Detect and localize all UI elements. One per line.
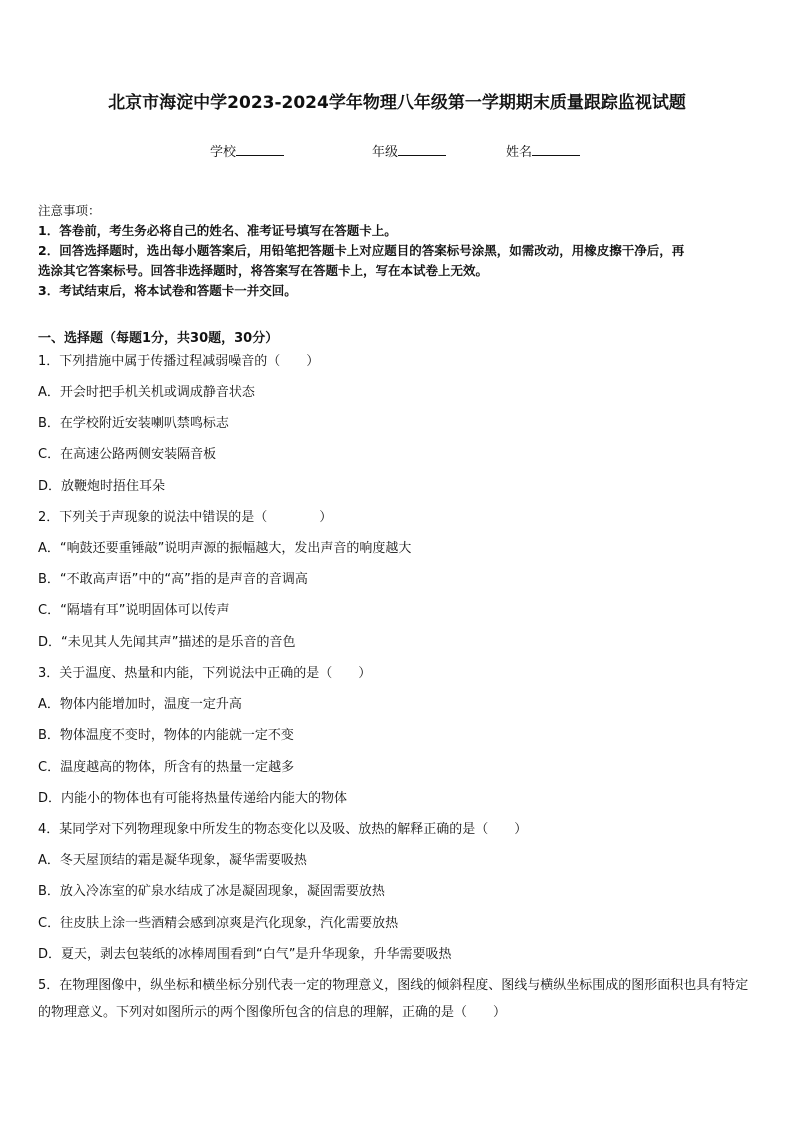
option-b[interactable]: B．放入冷冻室的矿泉水结成了冰是凝固现象，凝固需要放热 bbox=[38, 884, 385, 899]
grade-field[interactable] bbox=[372, 141, 446, 160]
school-field[interactable] bbox=[210, 141, 284, 160]
notes-block bbox=[38, 201, 758, 301]
question-stem: 5．在物理图像中，纵坐标和横坐标分别代表一定的物理意义，图线的倾斜程度、图线与横纵坐标围成的图形面积也具有特定的物理意义。下列对如图所示的两个图像所包含的信息的理解，正确的是（ ） bbox=[38, 978, 749, 1020]
option-c[interactable]: C．“隔墙有耳”说明固体可以传声 bbox=[38, 603, 230, 618]
option-d[interactable]: D．“未见其人先闻其声”描述的是乐音的音色 bbox=[38, 635, 296, 650]
note-item: 选涂其它答案标号。回答非选择题时，将答案写在答题卡上，写在本试卷上无效。 bbox=[38, 263, 489, 278]
option-a[interactable]: A．物体内能增加时，温度一定升高 bbox=[38, 697, 242, 712]
exam-title: 北京市海淀中学2023-2024学年物理八年级第一学期期末质量跟踪监视试题 bbox=[108, 93, 686, 113]
option-a[interactable]: A．“响鼓还要重锤敲”说明声源的振幅越大，发出声音的响度越大 bbox=[38, 541, 412, 556]
note-item: 3．考试结束后，将本试卷和答题卡一并交回。 bbox=[38, 283, 297, 298]
notes-heading: 注意事项： bbox=[38, 203, 101, 218]
question-stem: 1．下列措施中属于传播过程减弱噪音的（ ） bbox=[38, 354, 320, 369]
option-b[interactable]: B．物体温度不变时，物体的内能就一定不变 bbox=[38, 728, 294, 743]
grade-blank[interactable] bbox=[398, 141, 446, 156]
option-d[interactable]: D．夏天，剥去包装纸的冰棒周围看到“白气”是升华现象，升华需要吸热 bbox=[38, 947, 452, 962]
note-item: 1．答卷前，考生务必将自己的姓名、准考证号填写在答题卡上。 bbox=[38, 223, 397, 238]
option-b[interactable]: B．“不敢高声语”中的“高”指的是声音的音调高 bbox=[38, 572, 308, 587]
section-heading: 一、选择题（每题1分，共30题，30分） bbox=[38, 331, 279, 346]
option-d[interactable]: D．内能小的物体也有可能将热量传递给内能大的物体 bbox=[38, 791, 348, 806]
question-stem: 3．关于温度、热量和内能，下列说法中正确的是（ ） bbox=[38, 666, 372, 681]
note-item: 2．回答选择题时，选出每小题答案后，用铅笔把答题卡上对应题目的答案标号涂黑，如需改动，用橡皮擦干净后，再 bbox=[38, 243, 685, 258]
option-c[interactable]: C．往皮肤上涂一些酒精会感到凉爽是汽化现象，汽化需要放热 bbox=[38, 916, 399, 931]
school-label: 学校 bbox=[210, 145, 237, 160]
name-blank[interactable] bbox=[532, 141, 580, 156]
question-stem: 2．下列关于声现象的说法中错误的是（ ） bbox=[38, 510, 333, 525]
grade-label: 年级 bbox=[372, 145, 399, 160]
name-label: 姓名 bbox=[506, 145, 533, 160]
question-stem: 4．某同学对下列物理现象中所发生的物态变化以及吸、放热的解释正确的是（ ） bbox=[38, 822, 528, 837]
name-field[interactable] bbox=[506, 141, 580, 160]
option-a[interactable]: A．冬天屋顶结的霜是凝华现象，凝华需要吸热 bbox=[38, 853, 307, 868]
option-d[interactable]: D．放鞭炮时捂住耳朵 bbox=[38, 479, 166, 494]
option-b[interactable]: B．在学校附近安装喇叭禁鸣标志 bbox=[38, 416, 229, 431]
option-a[interactable]: A．开会时把手机关机或调成静音状态 bbox=[38, 385, 255, 400]
option-c[interactable]: C．温度越高的物体，所含有的热量一定越多 bbox=[38, 760, 295, 775]
option-c[interactable]: C．在高速公路两侧安装隔音板 bbox=[38, 447, 217, 462]
school-blank[interactable] bbox=[236, 141, 284, 156]
